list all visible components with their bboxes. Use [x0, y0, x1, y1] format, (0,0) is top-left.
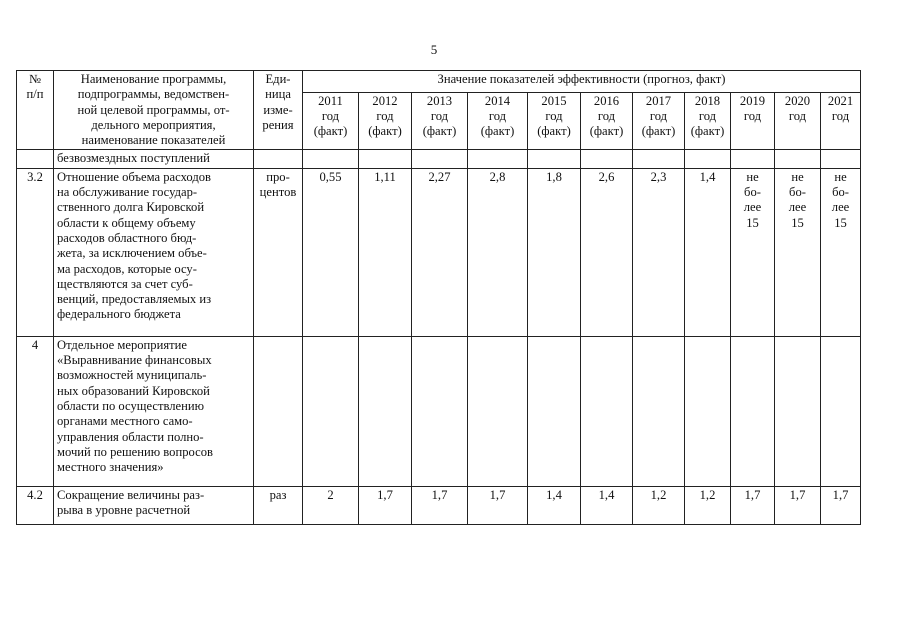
value-cell-2020: 1,7 — [775, 486, 821, 524]
header-year-2013: 2013 год (факт) — [412, 92, 468, 150]
header-values-group: Значение показателей эффективности (прогноз, факт) — [303, 71, 861, 93]
value-cell-2015: 1,4 — [528, 486, 581, 524]
table-body — [17, 150, 861, 524]
value-cell-2020: не бо- лее 15 — [775, 168, 821, 336]
indicator-name: Отдельное мероприятие «Выравнивание финансовых возможностей муниципаль- ных образований Кировской области по осуществлению органами местного само- управления области полно- мочий по решению вопросов местного значения» — [54, 336, 254, 486]
row-number: 4.2 — [17, 486, 54, 524]
value-cell-2016 — [581, 150, 633, 168]
value-cell-2013: 1,7 — [412, 486, 468, 524]
value-cell-2017 — [633, 336, 685, 486]
value-cell-2017 — [633, 150, 685, 168]
unit-of-measure: про- центов — [254, 168, 303, 336]
table-row — [17, 150, 861, 168]
header-year-2018: 2018 год (факт) — [685, 92, 731, 150]
value-cell-2021 — [821, 150, 861, 168]
value-cell-2014: 2,8 — [468, 168, 528, 336]
header-year-2017: 2017 год (факт) — [633, 92, 685, 150]
value-cell-2020 — [775, 336, 821, 486]
header-name: Наименование программы, подпрограммы, ведомствен- ной целевой программы, от- дельного мероприятия, наименование показателей — [54, 71, 254, 150]
value-cell-2019 — [731, 336, 775, 486]
header-year-2021: 2021 год — [821, 92, 861, 150]
value-cell-2017: 1,2 — [633, 486, 685, 524]
value-cell-2019: 1,7 — [731, 486, 775, 524]
header-year-2016: 2016 год (факт) — [581, 92, 633, 150]
value-cell-2011 — [303, 150, 359, 168]
unit-of-measure — [254, 150, 303, 168]
value-cell-2016 — [581, 336, 633, 486]
value-cell-2015 — [528, 336, 581, 486]
indicator-name: Сокращение величины раз- рыва в уровне расчетной — [54, 486, 254, 524]
header-year-2011: 2011 год (факт) — [303, 92, 359, 150]
value-cell-2017: 2,3 — [633, 168, 685, 336]
value-cell-2019: не бо- лее 15 — [731, 168, 775, 336]
value-cell-2020 — [775, 150, 821, 168]
row-number — [17, 150, 54, 168]
value-cell-2016: 2,6 — [581, 168, 633, 336]
value-cell-2021: не бо- лее 15 — [821, 168, 861, 336]
value-cell-2011: 0,55 — [303, 168, 359, 336]
unit-of-measure — [254, 336, 303, 486]
value-cell-2011: 2 — [303, 486, 359, 524]
row-number: 3.2 — [17, 168, 54, 336]
header-year-2020: 2020 год — [775, 92, 821, 150]
header-year-2012: 2012 год (факт) — [359, 92, 412, 150]
header-row-top — [17, 71, 861, 93]
value-cell-2014 — [468, 150, 528, 168]
table-row — [17, 168, 861, 336]
value-cell-2014 — [468, 336, 528, 486]
value-cell-2012 — [359, 336, 412, 486]
value-cell-2021 — [821, 336, 861, 486]
table-row — [17, 336, 861, 486]
indicator-name: Отношение объема расходов на обслуживание государ- ственного долга Кировской области к общему объему расходов областного бюд- жета, за исключением объе- ма расходов, которые осу- ществляются за счет суб- венций, предоставляемых из федерального бюджета — [54, 168, 254, 336]
header-year-2014: 2014 год (факт) — [468, 92, 528, 150]
indicator-name: безвозмездных поступлений — [54, 150, 254, 168]
value-cell-2016: 1,4 — [581, 486, 633, 524]
value-cell-2014: 1,7 — [468, 486, 528, 524]
value-cell-2011 — [303, 336, 359, 486]
value-cell-2018 — [685, 150, 731, 168]
value-cell-2015 — [528, 150, 581, 168]
value-cell-2012: 1,11 — [359, 168, 412, 336]
value-cell-2018 — [685, 336, 731, 486]
value-cell-2013 — [412, 150, 468, 168]
header-number: № п/п — [17, 71, 54, 150]
table-row — [17, 486, 861, 524]
row-number: 4 — [17, 336, 54, 486]
value-cell-2018: 1,2 — [685, 486, 731, 524]
unit-of-measure: раз — [254, 486, 303, 524]
value-cell-2013 — [412, 336, 468, 486]
value-cell-2019 — [731, 150, 775, 168]
page-number: 5 — [430, 42, 438, 57]
value-cell-2021: 1,7 — [821, 486, 861, 524]
value-cell-2015: 1,8 — [528, 168, 581, 336]
header-year-2019: 2019 год — [731, 92, 775, 150]
value-cell-2012 — [359, 150, 412, 168]
value-cell-2013: 2,27 — [412, 168, 468, 336]
value-cell-2018: 1,4 — [685, 168, 731, 336]
indicators-table — [16, 70, 861, 525]
value-cell-2012: 1,7 — [359, 486, 412, 524]
header-year-2015: 2015 год (факт) — [528, 92, 581, 150]
header-unit: Еди- ница изме- рения — [254, 71, 303, 150]
